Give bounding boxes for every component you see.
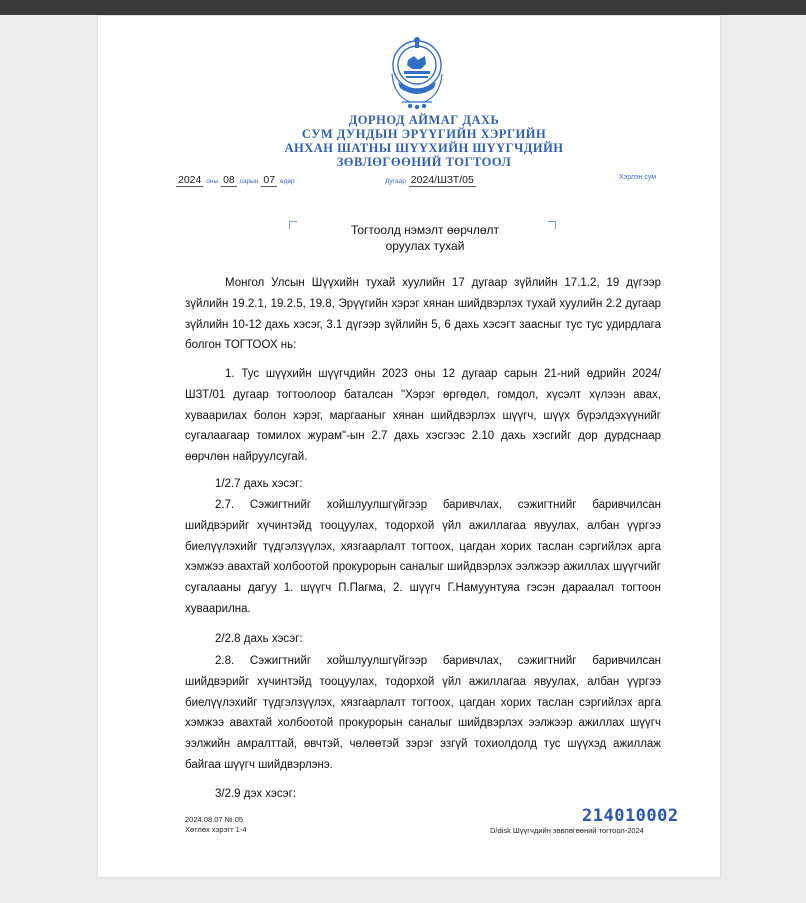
section-2-8-heading: 2/2.8 дахь хэсэг: [215, 633, 303, 645]
court-line-3: АНХАН ШАТНЫ ШҮҮХИЙН ШҮҮГЧДИЙН [284, 141, 564, 155]
section-2-7-heading: 1/2.7 дахь хэсэг: [215, 478, 303, 490]
date-month-label: сарын [239, 178, 259, 185]
section-2-7-paragraph: 2.7. Сэжигтнийг хойшлуулшгүйгээр баривчлах, сэжигтнийг баривчилсан шийдвэрийг хүчинтэйд тооцуулах, тодорхой үйл ажиллагаа явуулах, албан үүргээ биелүүлэхийг түдгэлзүүлэх, хязгаарлалт тогтоох, цагдан хорих таслан сэргийлэх арга хэмжээ авахтай холбоотой прокурорын саналыг шийдвэрлэх ээлжээр ажиллах шүүгчийг сугалааны дагуу 1. шүүгч П.Пагма, 2. шүүгч Г.Намуунтуяа гэсэн дараалал тогтоон хуваарилна. [185, 499, 661, 615]
section-2-9-heading: 3/2.9 дэх хэсэг: [215, 788, 297, 800]
viewer-top-bar [0, 0, 806, 15]
resolution-date [176, 174, 295, 190]
date-month: 08 [223, 174, 235, 186]
resolution-subject [300, 222, 550, 254]
date-day-label: өдөр [279, 178, 295, 185]
subject-corner-left [289, 221, 297, 229]
subject-line-2: оруулах тухай [385, 239, 465, 253]
footer-reference [185, 815, 247, 835]
court-line-4: ЗӨВЛӨГӨӨНИЙ ТОГТООЛ [336, 155, 512, 169]
court-line-1: ДОРНОД АЙМАГ ДАХЬ [348, 113, 500, 127]
footer-file-pages: Хөтлөх хэрэгт 1-4 [185, 825, 247, 834]
court-name-heading [250, 113, 598, 169]
number-label: Дугаар [385, 178, 406, 185]
preamble-paragraph: Монгол Улсын Шүүхийн тухай хуулийн 17 дугаар зүйлийн 17.1.2, 19 дүгээр зүйлийн 19.2.1, 19.2.5, 19.8, Эрүүгийн хэрэг хянан шийдвэрлэх тухай хуулийн 2.2 дугаар зүйлийн 10-12 дахь хэсэг, 3.1 дүгээр зүйлийн 5, 6 дахь хэсэгт заасныг тус тус удирдлага болгон ТОГТООХ нь: [185, 277, 661, 352]
state-emblem-icon [388, 36, 446, 110]
footer-file-path: D/disk Шүүгчдийн зөвлөгөөний тогтоол-2024 [490, 826, 644, 835]
date-day: 07 [263, 174, 276, 186]
subject-line-1: Тогтоолд нэмэлт өөрчлөлт [350, 223, 500, 237]
stamp-number: 214010002 [582, 806, 679, 826]
item-1-paragraph: 1. Тус шүүхийн шүүгчдийн 2023 оны 12 дугаар сарын 21-ний өдрийн 2024/ШЗТ/01 дугаар тогтоолоор баталсан "Хэрэг өргөдөл, гомдол, хүсэлт хүлээн авах, хуваарилах болон хэрэг, маргааныг хянан шийдвэрлэх шүүгч, шүүх бүрэлдэхүүнийг сугалаагаар томилох журам"-ын 2.7 дахь хэсгээс 2.10 дахь хэсгийг дор дурдснаар өөрчлөн найруулсугай. [185, 368, 661, 464]
footer-date-number: 2024.08.07 № 05 [185, 815, 244, 824]
date-year: 2024 [178, 174, 202, 186]
resolution-number [385, 174, 476, 190]
court-line-2: СУМ ДУНДЫН ЭРҮҮГИЙН ХЭРГИЙН [301, 127, 547, 141]
date-year-label: оны [206, 178, 219, 185]
place-name: Хэрлэн сум [619, 174, 657, 181]
section-2-8-paragraph: 2.8. Сэжигтнийг хойшлуулшгүйгээр баривчлах, сэжигтнийг баривчилсан шийдвэрийг хүчинтэйд тооцуулах, тодорхой үйл ажиллагаа явуулах, албан үүргээ биелүүлэхийг түдгэлзүүлэх, хязгаарлалт тогтоох, цагдан хорих таслан сэргийлэх арга хэмжээ авахтай холбоотой прокурорын саналыг шийдвэрлэх ээлжээр ажиллах шүүгч ээлжийн амралттай, өвчтэй, чөлөөтэй зэрэг эзгүй тохиолдолд тус шүүхэд ажиллаж байгаа шүүгч шийдвэрлэнэ. [185, 655, 661, 771]
number-value: 2024/ШЗТ/05 [410, 174, 474, 186]
